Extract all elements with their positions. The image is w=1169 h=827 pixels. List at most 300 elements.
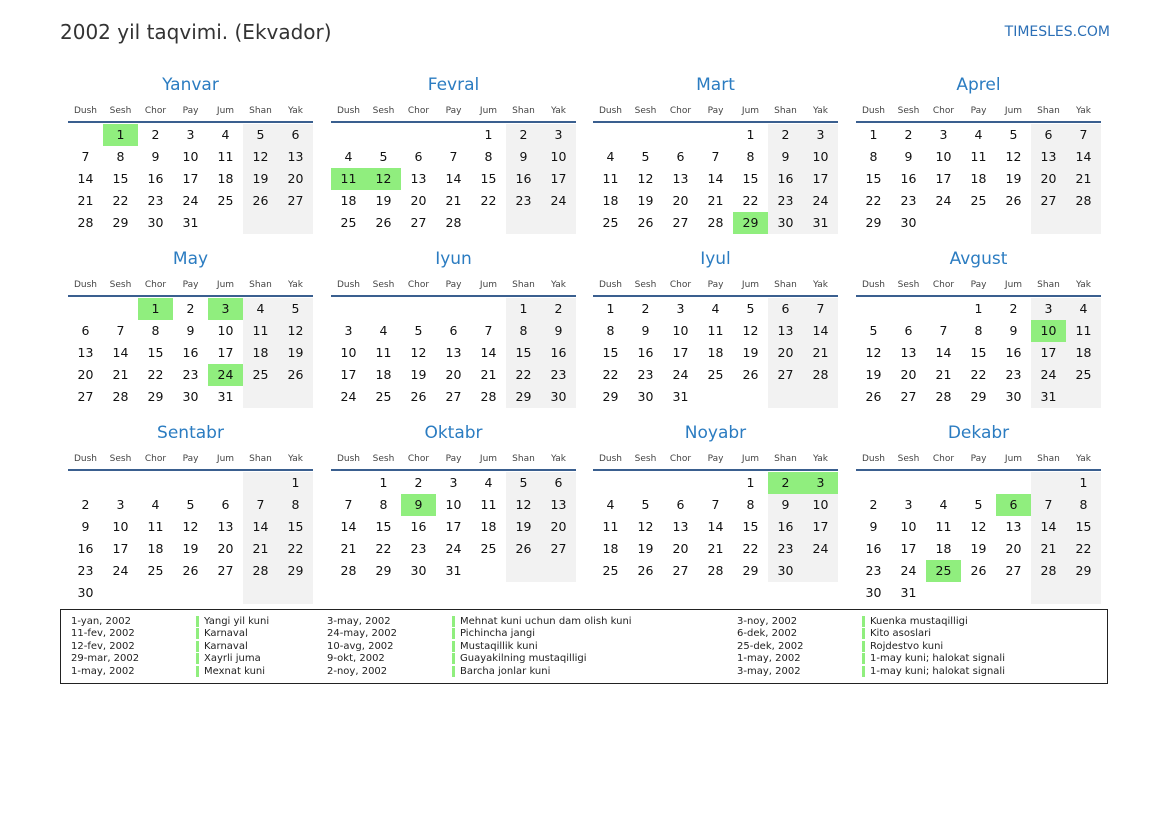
day-cell: 27 bbox=[217, 563, 234, 578]
day-cell: 7 bbox=[81, 149, 90, 164]
weekday-label: Chor bbox=[932, 106, 955, 116]
day-cell: 22 bbox=[742, 193, 759, 208]
legend-row bbox=[71, 665, 334, 678]
day-cell: 16 bbox=[182, 345, 199, 360]
holiday-name: 1-may kuni; halokat signali bbox=[862, 666, 1030, 677]
empty-day-cell bbox=[961, 472, 996, 494]
empty-day-cell bbox=[996, 582, 1031, 604]
day-cell: 3 bbox=[1031, 298, 1066, 320]
weekday-label: Shan bbox=[249, 280, 272, 290]
holiday-date: 12-fev, 2002 bbox=[71, 640, 135, 652]
day-cell: 13 bbox=[1005, 519, 1022, 534]
holiday-name: Pichincha jangi bbox=[452, 628, 720, 639]
weekday-label: Dush bbox=[598, 454, 623, 464]
day-cell: 28 bbox=[1066, 190, 1101, 212]
weekday-label: Dush bbox=[73, 106, 98, 116]
holiday-day-cell: 24 bbox=[208, 364, 243, 386]
month-name: Oktabr bbox=[424, 423, 483, 443]
weekday-label: Shan bbox=[1037, 454, 1060, 464]
weekday-label: Sesh bbox=[897, 454, 920, 464]
day-cell: 6 bbox=[676, 497, 685, 512]
day-cell: 30 bbox=[900, 215, 917, 230]
holiday-day-cell: 25 bbox=[926, 560, 961, 582]
holiday-name: Mustaqillik kuni bbox=[452, 641, 720, 652]
holiday-name: Karnaval bbox=[196, 628, 334, 639]
day-cell: 11 bbox=[243, 320, 278, 342]
day-cell: 30 bbox=[77, 585, 94, 600]
week-row bbox=[856, 320, 1101, 342]
day-cell: 4 bbox=[606, 149, 615, 164]
day-cell: 12 bbox=[243, 146, 278, 168]
weekday-label: Jum bbox=[479, 280, 498, 290]
day-cell: 24 bbox=[1031, 364, 1066, 386]
empty-day-cell bbox=[663, 472, 698, 494]
day-cell: 22 bbox=[112, 193, 129, 208]
empty-day-cell bbox=[663, 124, 698, 146]
day-cell: 23 bbox=[768, 538, 803, 560]
holiday-name: Yangi yil kuni bbox=[196, 616, 334, 627]
empty-day-cell bbox=[1031, 472, 1066, 494]
week-row bbox=[331, 516, 576, 538]
day-cell: 23 bbox=[1005, 367, 1022, 382]
week-row bbox=[593, 146, 838, 168]
day-cell: 6 bbox=[541, 472, 576, 494]
empty-day-cell bbox=[1066, 386, 1101, 408]
holiday-day-cell: 1 bbox=[138, 298, 173, 320]
weekday-header bbox=[593, 101, 838, 121]
day-cell: 19 bbox=[637, 541, 654, 556]
weekday-label: Jum bbox=[479, 106, 498, 116]
day-cell: 16 bbox=[410, 519, 427, 534]
empty-day-cell bbox=[926, 212, 961, 234]
day-cell: 5 bbox=[506, 472, 541, 494]
day-cell: 19 bbox=[243, 168, 278, 190]
day-cell: 3 bbox=[939, 127, 948, 142]
empty-day-cell bbox=[996, 212, 1031, 234]
day-cell: 23 bbox=[410, 541, 427, 556]
day-cell: 15 bbox=[865, 171, 882, 186]
day-cell: 22 bbox=[480, 193, 497, 208]
day-cell: 12 bbox=[506, 494, 541, 516]
day-cell: 25 bbox=[602, 215, 619, 230]
day-cell: 28 bbox=[1031, 560, 1066, 582]
day-cell: 1 bbox=[974, 301, 983, 316]
week-row bbox=[856, 560, 1101, 582]
weekday-header bbox=[68, 101, 313, 121]
day-cell: 21 bbox=[445, 193, 462, 208]
week-row bbox=[331, 560, 576, 582]
legend-row bbox=[71, 653, 334, 666]
holiday-name: Xayrli juma bbox=[196, 653, 334, 664]
day-cell: 15 bbox=[506, 342, 541, 364]
weekday-label: Chor bbox=[144, 106, 167, 116]
day-cell: 9 bbox=[186, 323, 195, 338]
divider bbox=[68, 469, 313, 471]
empty-day-cell bbox=[173, 472, 208, 494]
empty-day-cell bbox=[1066, 212, 1101, 234]
day-cell: 10 bbox=[900, 519, 917, 534]
day-cell: 2 bbox=[869, 497, 878, 512]
day-cell: 3 bbox=[116, 497, 125, 512]
brand-link[interactable]: TIMESLES.COM bbox=[1004, 24, 1110, 40]
week-row bbox=[856, 538, 1101, 560]
day-cell: 2 bbox=[641, 301, 650, 316]
month-sentabr bbox=[68, 422, 313, 604]
day-cell: 12 bbox=[970, 519, 987, 534]
weekday-label: Yak bbox=[551, 454, 566, 464]
day-cell: 20 bbox=[768, 342, 803, 364]
day-cell: 19 bbox=[182, 541, 199, 556]
month-may bbox=[68, 248, 313, 408]
day-cell: 30 bbox=[541, 386, 576, 408]
empty-day-cell bbox=[803, 560, 838, 582]
week-row bbox=[68, 582, 313, 604]
day-cell: 2 bbox=[506, 124, 541, 146]
day-cell: 21 bbox=[340, 541, 357, 556]
week-row bbox=[593, 124, 838, 146]
weekday-header bbox=[593, 449, 838, 469]
month-name: Dekabr bbox=[947, 423, 1010, 443]
day-cell: 20 bbox=[278, 168, 313, 190]
day-cell: 11 bbox=[375, 345, 392, 360]
weekday-label: Sesh bbox=[634, 280, 657, 290]
day-cell: 21 bbox=[935, 367, 952, 382]
day-cell: 26 bbox=[637, 563, 654, 578]
holiday-name: Rojdestvo kuni bbox=[862, 641, 1030, 652]
week-row bbox=[68, 212, 313, 234]
month-mart bbox=[593, 74, 838, 234]
day-cell: 21 bbox=[77, 193, 94, 208]
week-row bbox=[331, 298, 576, 320]
week-row bbox=[593, 190, 838, 212]
week-row bbox=[593, 320, 838, 342]
week-row bbox=[68, 342, 313, 364]
day-cell: 28 bbox=[480, 389, 497, 404]
day-cell: 12 bbox=[742, 323, 759, 338]
week-row bbox=[856, 146, 1101, 168]
day-cell: 1 bbox=[506, 298, 541, 320]
legend-row bbox=[71, 628, 334, 641]
weekday-label: Pay bbox=[970, 280, 987, 290]
day-cell: 27 bbox=[541, 538, 576, 560]
day-cell: 15 bbox=[112, 171, 129, 186]
holiday-day-cell: 10 bbox=[1031, 320, 1066, 342]
day-cell: 15 bbox=[742, 519, 759, 534]
empty-day-cell bbox=[243, 472, 278, 494]
week-row bbox=[856, 516, 1101, 538]
holiday-day-cell: 6 bbox=[996, 494, 1031, 516]
day-cell: 24 bbox=[803, 190, 838, 212]
legend-row bbox=[327, 615, 720, 628]
holiday-name: Kito asoslari bbox=[862, 628, 1030, 639]
month-name: Avgust bbox=[949, 249, 1008, 269]
empty-day-cell bbox=[1031, 212, 1066, 234]
day-cell: 9 bbox=[541, 320, 576, 342]
day-cell: 12 bbox=[1005, 149, 1022, 164]
day-cell: 8 bbox=[746, 497, 755, 512]
day-cell: 18 bbox=[602, 193, 619, 208]
day-cell: 21 bbox=[1031, 538, 1066, 560]
day-cell: 7 bbox=[711, 497, 720, 512]
day-cell: 15 bbox=[375, 519, 392, 534]
empty-day-cell bbox=[243, 386, 278, 408]
day-cell: 25 bbox=[970, 193, 987, 208]
weekday-label: Pay bbox=[182, 454, 199, 464]
holiday-date: 1-yan, 2002 bbox=[71, 615, 131, 627]
weekday-label: Sesh bbox=[897, 280, 920, 290]
day-cell: 18 bbox=[480, 519, 497, 534]
day-cell: 28 bbox=[707, 215, 724, 230]
day-cell: 17 bbox=[1031, 342, 1066, 364]
legend-row bbox=[737, 640, 1030, 653]
day-cell: 14 bbox=[1066, 146, 1101, 168]
day-cell: 20 bbox=[541, 516, 576, 538]
holiday-day-cell: 29 bbox=[733, 212, 768, 234]
weekday-label: Pay bbox=[970, 106, 987, 116]
holiday-date: 3-may, 2002 bbox=[327, 615, 391, 627]
week-row bbox=[593, 298, 838, 320]
divider bbox=[331, 469, 576, 471]
weekday-label: Shan bbox=[512, 454, 535, 464]
day-cell: 1 bbox=[278, 472, 313, 494]
weekday-label: Pay bbox=[182, 280, 199, 290]
weekday-label: Jum bbox=[741, 454, 760, 464]
empty-day-cell bbox=[366, 298, 401, 320]
day-cell: 25 bbox=[340, 215, 357, 230]
day-cell: 26 bbox=[182, 563, 199, 578]
divider bbox=[593, 469, 838, 471]
weekday-label: Yak bbox=[813, 106, 828, 116]
day-cell: 26 bbox=[506, 538, 541, 560]
day-cell: 8 bbox=[116, 149, 125, 164]
day-cell: 2 bbox=[1009, 301, 1018, 316]
day-cell: 26 bbox=[375, 215, 392, 230]
day-cell: 16 bbox=[506, 168, 541, 190]
day-cell: 8 bbox=[484, 149, 493, 164]
month-name: Yanvar bbox=[162, 75, 219, 95]
divider bbox=[856, 121, 1101, 123]
weekday-label: Dush bbox=[73, 280, 98, 290]
weekday-label: Dush bbox=[861, 280, 886, 290]
weekday-label: Pay bbox=[445, 106, 462, 116]
week-row bbox=[593, 516, 838, 538]
holiday-date: 9-okt, 2002 bbox=[327, 653, 385, 665]
day-cell: 22 bbox=[742, 541, 759, 556]
weekday-label: Jum bbox=[216, 280, 235, 290]
day-cell: 12 bbox=[278, 320, 313, 342]
weekday-label: Yak bbox=[288, 280, 303, 290]
weekday-label: Sesh bbox=[109, 280, 132, 290]
empty-day-cell bbox=[541, 212, 576, 234]
day-cell: 5 bbox=[974, 497, 983, 512]
weekday-label: Chor bbox=[407, 280, 430, 290]
week-row bbox=[593, 472, 838, 494]
day-cell: 26 bbox=[865, 389, 882, 404]
day-cell: 28 bbox=[77, 215, 94, 230]
day-cell: 30 bbox=[637, 389, 654, 404]
day-cell: 26 bbox=[278, 364, 313, 386]
week-row bbox=[856, 298, 1101, 320]
day-cell: 5 bbox=[1009, 127, 1018, 142]
day-cell: 21 bbox=[707, 193, 724, 208]
day-cell: 24 bbox=[541, 190, 576, 212]
day-cell: 30 bbox=[410, 563, 427, 578]
day-cell: 14 bbox=[340, 519, 357, 534]
weekday-label: Chor bbox=[669, 280, 692, 290]
day-cell: 3 bbox=[186, 127, 195, 142]
day-cell: 27 bbox=[1005, 563, 1022, 578]
weekday-header bbox=[331, 101, 576, 121]
day-cell: 6 bbox=[768, 298, 803, 320]
weekday-label: Dush bbox=[73, 454, 98, 464]
empty-day-cell bbox=[926, 298, 961, 320]
day-cell: 15 bbox=[147, 345, 164, 360]
day-cell: 3 bbox=[541, 124, 576, 146]
empty-day-cell bbox=[961, 582, 996, 604]
day-cell: 1 bbox=[484, 127, 493, 142]
day-cell: 12 bbox=[637, 171, 654, 186]
day-cell: 22 bbox=[278, 538, 313, 560]
weekday-label: Sesh bbox=[634, 106, 657, 116]
day-cell: 29 bbox=[506, 386, 541, 408]
day-cell: 17 bbox=[541, 168, 576, 190]
empty-day-cell bbox=[138, 582, 173, 604]
legend-row bbox=[327, 640, 720, 653]
day-cell: 24 bbox=[445, 541, 462, 556]
week-row bbox=[856, 190, 1101, 212]
day-cell: 31 bbox=[900, 585, 917, 600]
day-cell: 17 bbox=[672, 345, 689, 360]
day-cell: 21 bbox=[803, 342, 838, 364]
empty-day-cell bbox=[1066, 582, 1101, 604]
day-cell: 19 bbox=[278, 342, 313, 364]
empty-day-cell bbox=[243, 212, 278, 234]
day-cell: 4 bbox=[151, 497, 160, 512]
weekday-label: Sesh bbox=[372, 454, 395, 464]
holiday-date: 1-may, 2002 bbox=[737, 653, 801, 665]
weekday-label: Shan bbox=[1037, 280, 1060, 290]
empty-day-cell bbox=[926, 582, 961, 604]
day-cell: 24 bbox=[112, 563, 129, 578]
empty-day-cell bbox=[278, 212, 313, 234]
day-cell: 4 bbox=[974, 127, 983, 142]
empty-day-cell bbox=[401, 124, 436, 146]
day-cell: 25 bbox=[217, 193, 234, 208]
weekday-label: Chor bbox=[407, 106, 430, 116]
day-cell: 22 bbox=[375, 541, 392, 556]
empty-day-cell bbox=[856, 472, 891, 494]
weekday-label: Dush bbox=[336, 106, 361, 116]
day-cell: 13 bbox=[768, 320, 803, 342]
week-row bbox=[331, 212, 576, 234]
week-row bbox=[68, 146, 313, 168]
day-cell: 20 bbox=[217, 541, 234, 556]
divider bbox=[68, 295, 313, 297]
day-cell: 4 bbox=[711, 301, 720, 316]
day-cell: 4 bbox=[606, 497, 615, 512]
day-cell: 13 bbox=[672, 171, 689, 186]
day-cell: 8 bbox=[606, 323, 615, 338]
day-cell: 7 bbox=[116, 323, 125, 338]
day-cell: 16 bbox=[865, 541, 882, 556]
day-cell: 28 bbox=[935, 389, 952, 404]
day-cell: 28 bbox=[112, 389, 129, 404]
day-cell: 16 bbox=[768, 168, 803, 190]
day-cell: 2 bbox=[541, 298, 576, 320]
month-avgust bbox=[856, 248, 1101, 408]
weekday-label: Pay bbox=[707, 454, 724, 464]
day-cell: 19 bbox=[375, 193, 392, 208]
day-cell: 3 bbox=[449, 475, 458, 490]
day-cell: 4 bbox=[939, 497, 948, 512]
week-row bbox=[856, 124, 1101, 146]
day-cell: 26 bbox=[970, 563, 987, 578]
day-cell: 25 bbox=[147, 563, 164, 578]
day-cell: 5 bbox=[186, 497, 195, 512]
holiday-day-cell: 11 bbox=[331, 168, 366, 190]
week-row bbox=[856, 494, 1101, 516]
day-cell: 16 bbox=[768, 516, 803, 538]
day-cell: 17 bbox=[900, 541, 917, 556]
day-cell: 12 bbox=[410, 345, 427, 360]
day-cell: 1 bbox=[1066, 472, 1101, 494]
holiday-date: 3-noy, 2002 bbox=[737, 615, 798, 627]
week-row bbox=[68, 298, 313, 320]
empty-day-cell bbox=[891, 298, 926, 320]
day-cell: 26 bbox=[637, 215, 654, 230]
day-cell: 16 bbox=[900, 171, 917, 186]
legend-row bbox=[737, 615, 1030, 628]
weekday-label: Pay bbox=[970, 454, 987, 464]
day-cell: 18 bbox=[147, 541, 164, 556]
weekday-label: Jum bbox=[216, 454, 235, 464]
day-cell: 26 bbox=[410, 389, 427, 404]
day-cell: 27 bbox=[410, 215, 427, 230]
weekday-label: Jum bbox=[1004, 106, 1023, 116]
day-cell: 15 bbox=[970, 345, 987, 360]
week-row bbox=[331, 472, 576, 494]
day-cell: 20 bbox=[445, 367, 462, 382]
day-cell: 12 bbox=[865, 345, 882, 360]
month-name: Noyabr bbox=[684, 423, 747, 443]
day-cell: 8 bbox=[746, 149, 755, 164]
day-cell: 9 bbox=[151, 149, 160, 164]
day-cell: 25 bbox=[480, 541, 497, 556]
weekday-label: Shan bbox=[512, 106, 535, 116]
day-cell: 23 bbox=[147, 193, 164, 208]
day-cell: 9 bbox=[768, 146, 803, 168]
day-cell: 26 bbox=[1005, 193, 1022, 208]
day-cell: 8 bbox=[869, 149, 878, 164]
day-cell: 16 bbox=[541, 342, 576, 364]
week-row bbox=[593, 364, 838, 386]
empty-day-cell bbox=[103, 472, 138, 494]
day-cell: 11 bbox=[602, 519, 619, 534]
divider bbox=[331, 121, 576, 123]
day-cell: 4 bbox=[243, 298, 278, 320]
day-cell: 24 bbox=[935, 193, 952, 208]
weekday-header bbox=[68, 449, 313, 469]
week-row bbox=[68, 124, 313, 146]
month-name: Fevral bbox=[427, 75, 480, 95]
week-row bbox=[331, 190, 576, 212]
empty-day-cell bbox=[471, 560, 506, 582]
day-cell: 7 bbox=[1066, 124, 1101, 146]
empty-day-cell bbox=[698, 386, 733, 408]
day-cell: 6 bbox=[449, 323, 458, 338]
day-cell: 23 bbox=[506, 190, 541, 212]
weekday-label: Chor bbox=[932, 280, 955, 290]
